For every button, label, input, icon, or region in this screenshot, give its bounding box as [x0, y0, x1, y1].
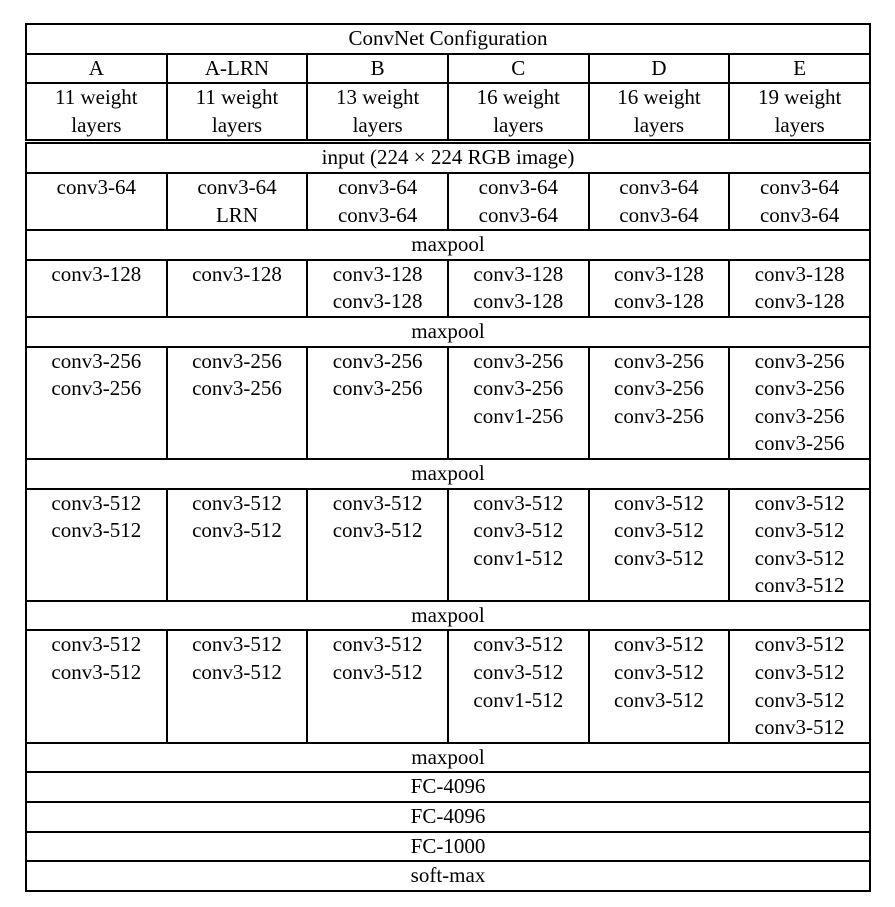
layer-label: conv3-512: [614, 518, 704, 543]
layer-label: conv3-512: [332, 490, 423, 515]
config-depth-cell: [589, 83, 730, 142]
config-depth-cell: [167, 83, 308, 142]
layer-label: conv3-512: [473, 490, 564, 515]
layer-label: FC-1000: [410, 833, 486, 858]
table-title-cell: [26, 24, 870, 54]
layer-cell: [729, 489, 870, 601]
layer-label: conv3-512: [614, 660, 704, 685]
table-title-row: [26, 24, 870, 54]
layer-label: conv3-512: [754, 518, 845, 543]
config-name-cell: [307, 54, 448, 84]
layer-span-row: [26, 802, 870, 832]
layer-cell: [729, 260, 870, 317]
layer-label: conv3-64: [759, 202, 840, 227]
layer-label: conv3-512: [332, 632, 423, 657]
layer-label: conv3-512: [51, 490, 142, 515]
layer-label: conv3-512: [192, 632, 282, 657]
layer-label: conv3-512: [332, 660, 423, 685]
layer-cell: [729, 347, 870, 459]
layer-label: conv3-512: [473, 632, 564, 657]
layer-label: conv3-256: [473, 376, 564, 401]
layer-block-row: [26, 260, 870, 317]
layer-label: conv3-128: [192, 261, 282, 286]
layer-label: conv3-128: [473, 289, 564, 314]
layer-label: conv3-512: [754, 715, 845, 740]
layer-label: conv3-256: [51, 376, 142, 401]
layer-label: conv3-128: [473, 261, 564, 286]
layer-label: conv3-512: [614, 632, 704, 657]
layer-label: conv3-64: [478, 174, 558, 199]
config-depth-line: 13 weight: [335, 85, 420, 110]
layer-span-cell: [26, 802, 870, 832]
config-depth-line: 16 weight: [617, 85, 701, 110]
table-body: [26, 24, 870, 891]
config-name-cell: [729, 54, 870, 84]
config-depth-cell: [26, 83, 167, 142]
layer-label: FC-4096: [410, 774, 486, 799]
config-name: C: [511, 55, 526, 80]
config-depth-row: [26, 83, 870, 142]
config-name-cell: [589, 54, 730, 84]
layer-span-row: [26, 317, 870, 347]
layer-cell: [729, 630, 870, 742]
layer-cell: [167, 489, 308, 601]
layer-cell: [307, 489, 448, 601]
layer-label: conv3-256: [614, 376, 704, 401]
layer-label: conv3-512: [614, 687, 704, 712]
config-name: A: [88, 55, 104, 80]
layer-label: conv3-128: [614, 261, 704, 286]
layer-span-cell: [26, 601, 870, 631]
layer-span-row: [26, 861, 870, 891]
layer-label: conv1-256: [473, 403, 564, 428]
layer-label: conv1-512: [473, 545, 564, 570]
config-depth-line: layers: [211, 112, 263, 137]
layer-label: conv3-256: [192, 376, 282, 401]
layer-label: conv3-512: [754, 545, 845, 570]
layer-cell: [448, 347, 589, 459]
layer-label: conv3-256: [51, 348, 142, 373]
layer-label: conv3-64: [619, 174, 699, 199]
layer-cell: [307, 347, 448, 459]
layer-label: FC-4096: [410, 804, 486, 829]
layer-cell: [26, 630, 167, 742]
layer-span-cell: [26, 743, 870, 773]
layer-label: conv1-512: [473, 687, 564, 712]
layer-cell: [26, 260, 167, 317]
layer-cell: [307, 260, 448, 317]
config-depth-line: 16 weight: [476, 85, 560, 110]
config-depth-cell: [729, 83, 870, 142]
layer-span-row: [26, 743, 870, 773]
config-depth-cell: [307, 83, 448, 142]
config-name: D: [651, 55, 667, 80]
layer-label: conv3-512: [473, 660, 564, 685]
layer-label: conv3-256: [332, 376, 423, 401]
layer-label: maxpool: [411, 744, 485, 769]
layer-label: maxpool: [411, 460, 485, 485]
layer-cell: [26, 489, 167, 601]
layer-label: conv3-256: [332, 348, 423, 373]
layer-cell: [167, 173, 308, 230]
config-name: A-LRN: [204, 55, 270, 80]
config-name-cell: [448, 54, 589, 84]
layer-label: conv3-128: [332, 261, 423, 286]
config-depth-line: layers: [774, 112, 825, 137]
layer-label: conv3-128: [51, 261, 142, 286]
layer-cell: [448, 489, 589, 601]
layer-cell: [589, 347, 730, 459]
layer-label: conv3-256: [614, 348, 704, 373]
layer-label: maxpool: [411, 232, 485, 257]
layer-label: conv3-512: [192, 660, 282, 685]
layer-label: soft-max: [410, 863, 486, 888]
layer-cell: [448, 173, 589, 230]
config-depth-line: layers: [71, 112, 122, 137]
layer-cell: [167, 260, 308, 317]
layer-label: conv3-256: [754, 376, 845, 401]
layer-span-cell: [26, 459, 870, 489]
config-name-cell: [167, 54, 308, 84]
layer-label: conv3-512: [51, 518, 142, 543]
config-depth-line: 19 weight: [757, 85, 842, 110]
layer-label: conv3-512: [754, 687, 845, 712]
config-name-row: [26, 54, 870, 84]
layer-span-cell: [26, 861, 870, 891]
layer-span-row: [26, 772, 870, 802]
convnet-configuration-table: [25, 23, 871, 892]
layer-label: conv3-512: [473, 518, 564, 543]
layer-span-cell: [26, 772, 870, 802]
layer-cell: [448, 260, 589, 317]
layer-label: conv3-256: [754, 403, 845, 428]
layer-label: conv3-512: [614, 490, 704, 515]
layer-label: maxpool: [411, 318, 485, 343]
config-name: B: [370, 55, 385, 80]
layer-label: conv3-512: [51, 660, 142, 685]
layer-cell: [589, 260, 730, 317]
layer-label: conv3-256: [754, 348, 845, 373]
config-name-cell: [26, 54, 167, 84]
layer-cell: [26, 347, 167, 459]
config-depth-line: 11 weight: [55, 85, 138, 110]
layer-cell: [729, 173, 870, 230]
layer-label: input (224 × 224 RGB image): [321, 145, 575, 170]
layer-cell: [307, 173, 448, 230]
config-depth-line: layers: [493, 112, 544, 137]
layer-label: conv3-128: [614, 289, 704, 314]
layer-label: conv3-512: [614, 545, 704, 570]
layer-span-cell: [26, 317, 870, 347]
layer-label: conv3-256: [754, 431, 845, 456]
layer-label: maxpool: [411, 602, 485, 627]
layer-label: conv3-128: [754, 289, 845, 314]
layer-label: conv3-512: [754, 490, 845, 515]
config-name: E: [793, 55, 807, 80]
layer-label: conv3-512: [192, 518, 282, 543]
config-depth-line: layers: [633, 112, 685, 137]
layer-cell: [167, 630, 308, 742]
layer-block-row: [26, 347, 870, 459]
layer-span-row: [26, 601, 870, 631]
layer-label: conv3-512: [754, 660, 845, 685]
table-title: ConvNet Configuration: [348, 26, 548, 50]
layer-label: conv3-512: [51, 632, 142, 657]
layer-span-row: [26, 142, 870, 173]
layer-label: conv3-512: [754, 632, 845, 657]
layer-label: conv3-512: [192, 490, 282, 515]
layer-label: conv3-64: [478, 202, 558, 227]
layer-label: conv3-512: [754, 573, 845, 598]
layer-label: conv3-128: [332, 289, 423, 314]
layer-label: conv3-512: [332, 518, 423, 543]
layer-label: conv3-256: [192, 348, 282, 373]
layer-label: conv3-64: [56, 174, 136, 199]
layer-span-cell: [26, 832, 870, 862]
config-depth-line: layers: [352, 112, 403, 137]
layer-label: LRN: [215, 202, 258, 227]
layer-span-row: [26, 832, 870, 862]
config-depth-cell: [448, 83, 589, 142]
config-depth-line: 11 weight: [195, 85, 279, 110]
layer-cell: [448, 630, 589, 742]
layer-label: conv3-64: [337, 202, 418, 227]
layer-cell: [307, 630, 448, 742]
layer-cell: [26, 173, 167, 230]
layer-block-row: [26, 489, 870, 601]
layer-cell: [589, 489, 730, 601]
layer-block-row: [26, 173, 870, 230]
layer-span-row: [26, 459, 870, 489]
layer-cell: [589, 173, 730, 230]
layer-label: conv3-64: [759, 174, 840, 199]
layer-label: conv3-256: [614, 403, 704, 428]
layer-label: conv3-64: [197, 174, 277, 199]
layer-cell: [167, 347, 308, 459]
layer-span-row: [26, 230, 870, 260]
layer-label: conv3-64: [619, 202, 699, 227]
layer-span-cell: [26, 230, 870, 260]
layer-label: conv3-256: [473, 348, 564, 373]
layer-span-cell: [26, 142, 870, 173]
layer-label: conv3-64: [337, 174, 418, 199]
layer-block-row: [26, 630, 870, 742]
layer-cell: [589, 630, 730, 742]
layer-label: conv3-128: [754, 261, 845, 286]
